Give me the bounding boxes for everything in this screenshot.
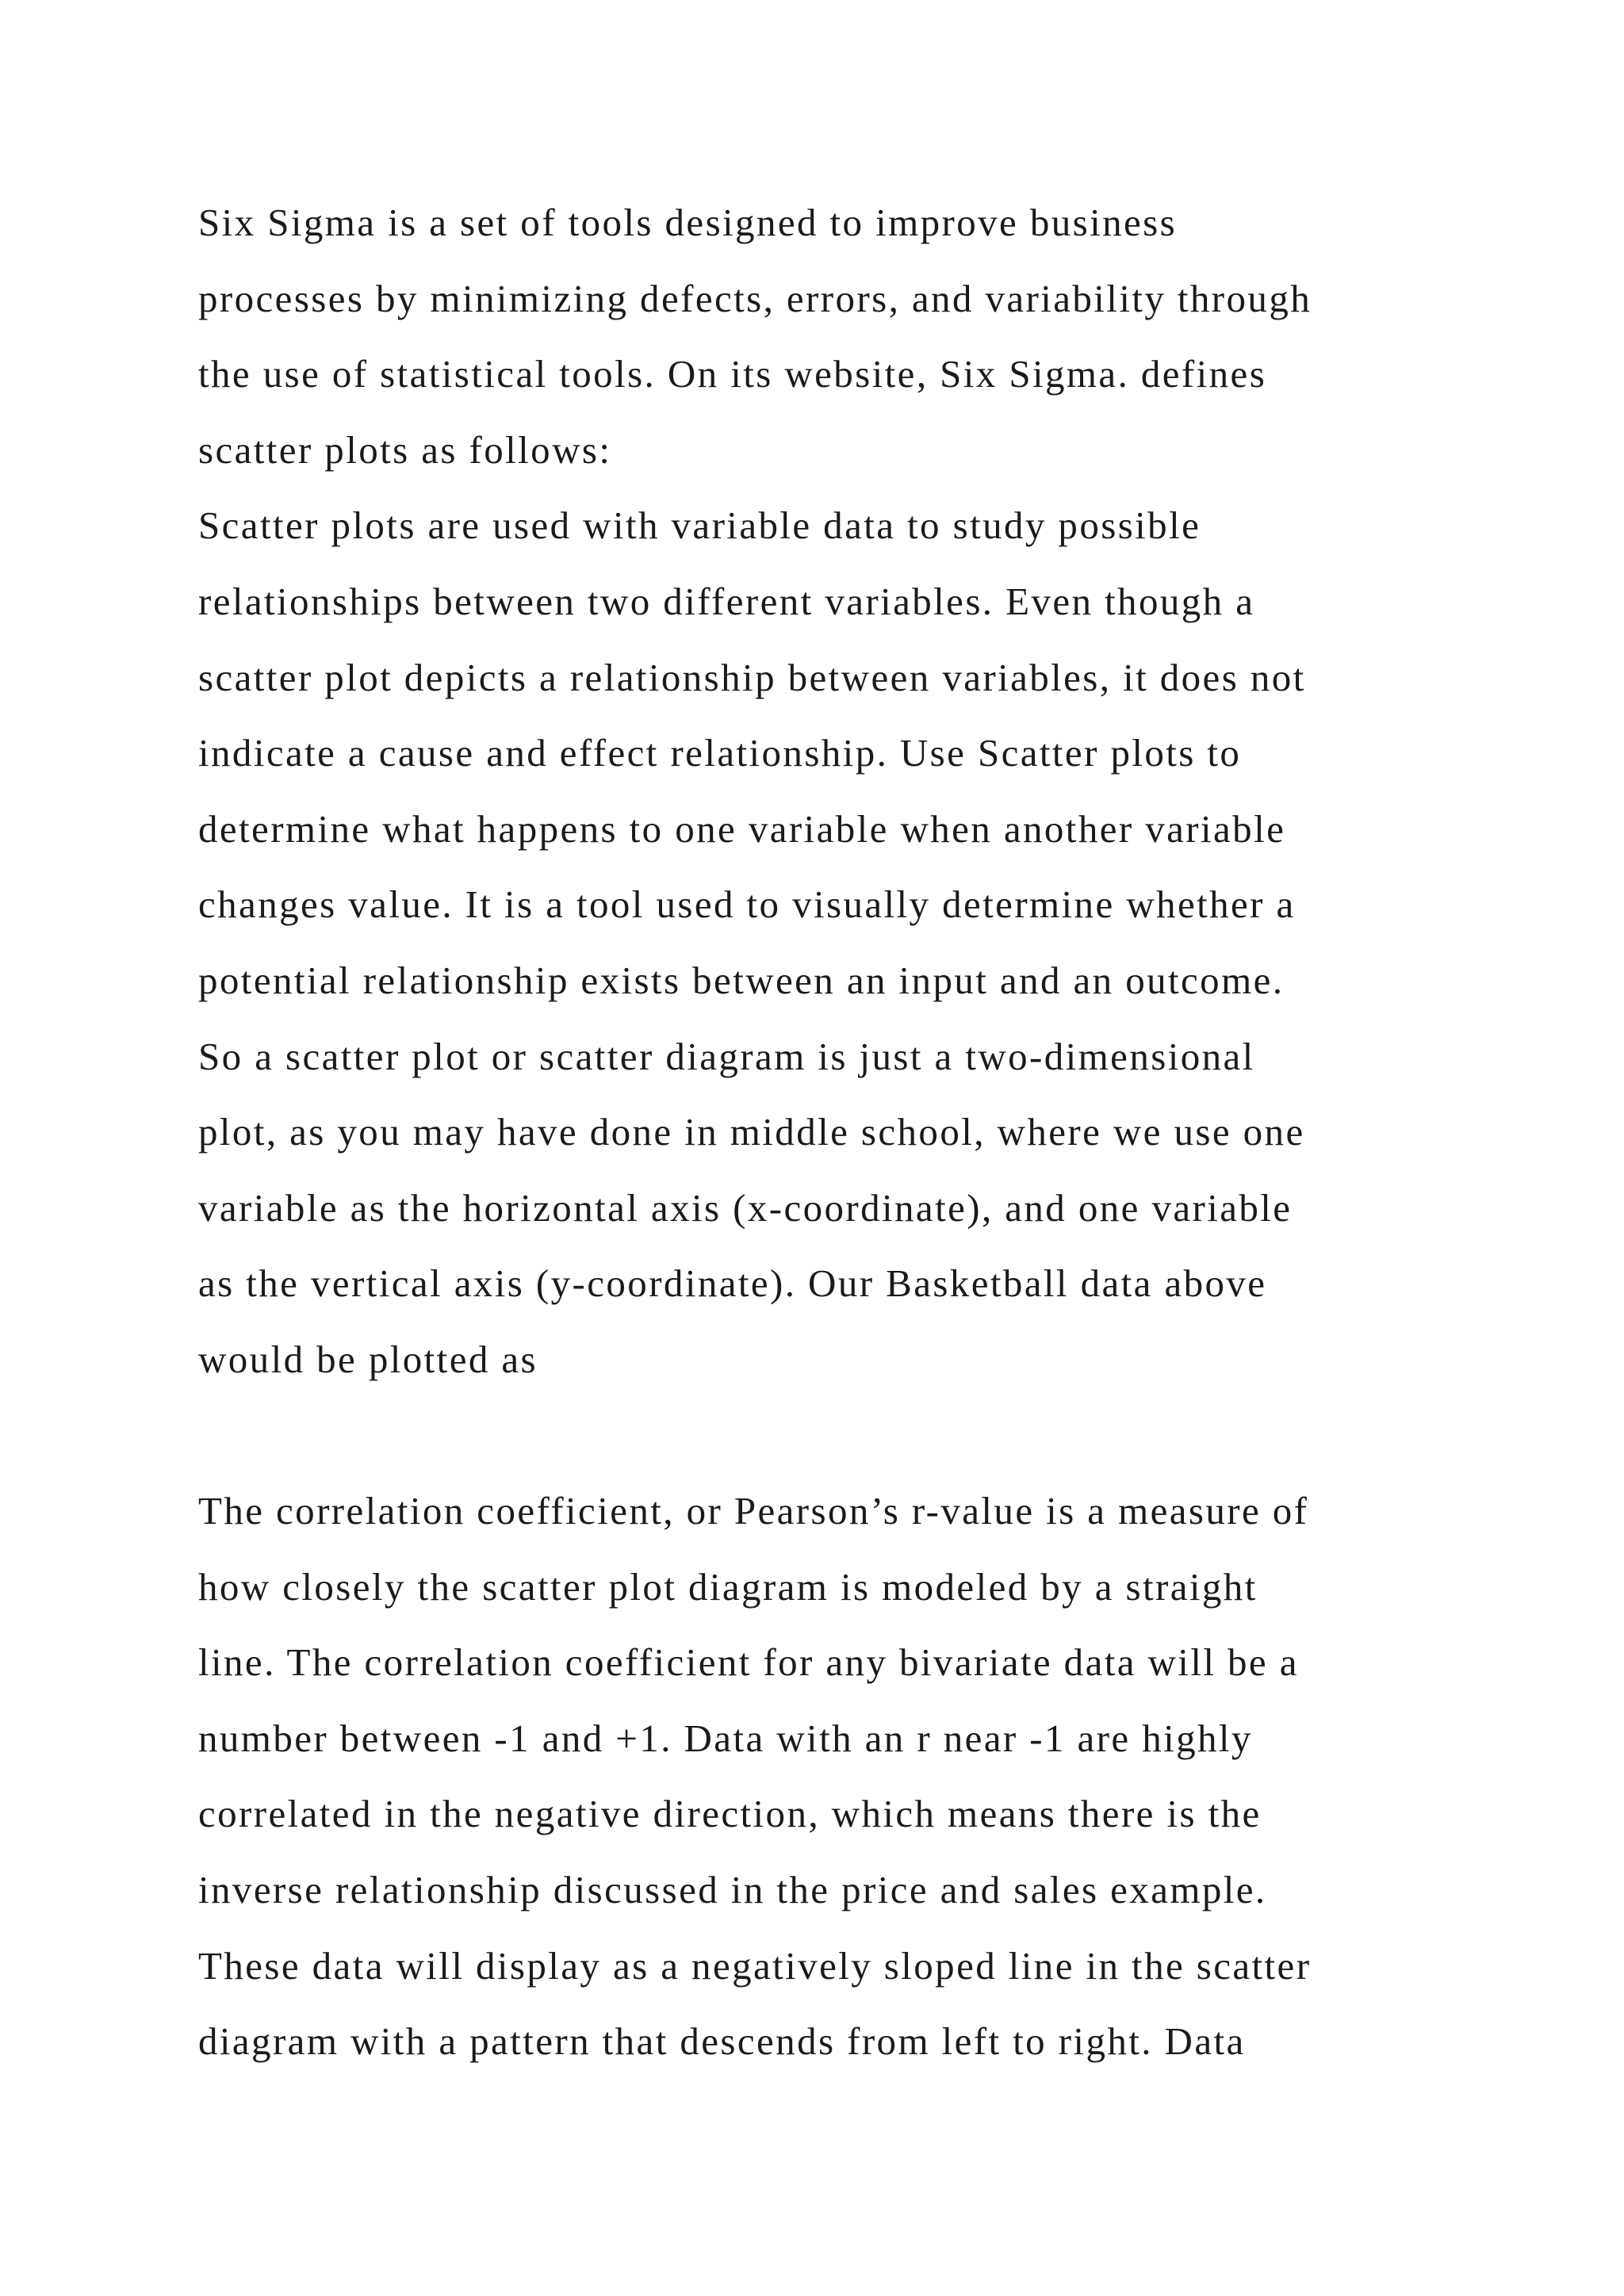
text-line: as the vertical axis (y-coordinate). Our Basketball data above [198,1261,1267,1306]
text-line: diagram with a pattern that descends from left to right. Data [198,2019,1246,2064]
text-line: potential relationship exists between an input and an outcome. [198,958,1285,1002]
blank-line [198,1410,1546,1486]
text-line: indicate a cause and effect relationship. Use Scatter plots to [198,731,1242,775]
text-line: correlated in the negative direction, which means there is the [198,1792,1262,1836]
text-line: how closely the scatter plot diagram is modeled by a straight [198,1564,1258,1609]
text-line: plot, as you may have done in middle school, where we use one [198,1110,1305,1154]
text-line: the use of statistical tools. On its website, Six Sigma. defines [198,352,1267,396]
text-line: would be plotted as [198,1337,538,1381]
text-line: scatter plot depicts a relationship between variables, it does not [198,655,1306,699]
text-line: processes by minimizing defects, errors, and variability through [198,276,1312,320]
body-text [198,197,1546,2091]
text-line: So a scatter plot or scatter diagram is just a two-dimensional [198,1034,1255,1078]
text-line: These data will display as a negatively sloped line in the scatter [198,1943,1312,1988]
text-line: inverse relationship discussed in the price and sales example. [198,1868,1267,1912]
text-line: The correlation coefficient, or Pearson’s r-value is a measure of [198,1489,1309,1533]
text-line: variable as the horizontal axis (x-coordinate), and one variable [198,1185,1293,1230]
text-line: scatter plots as follows: [198,427,612,472]
text-line: Six Sigma is a set of tools designed to improve business [198,201,1178,244]
text-line: number between -1 and +1. Data with an r near -1 are highly [198,1716,1253,1760]
text-line: line. The correlation coefficient for any bivariate data will be a [198,1640,1299,1685]
text-line: Scatter plots are used with variable data to study possible [198,503,1201,548]
text-line: changes value. It is a tool used to visually determine whether a [198,882,1296,927]
text-line: determine what happens to one variable when another variable [198,806,1286,851]
text-line: relationships between two different variables. Even though a [198,579,1255,623]
